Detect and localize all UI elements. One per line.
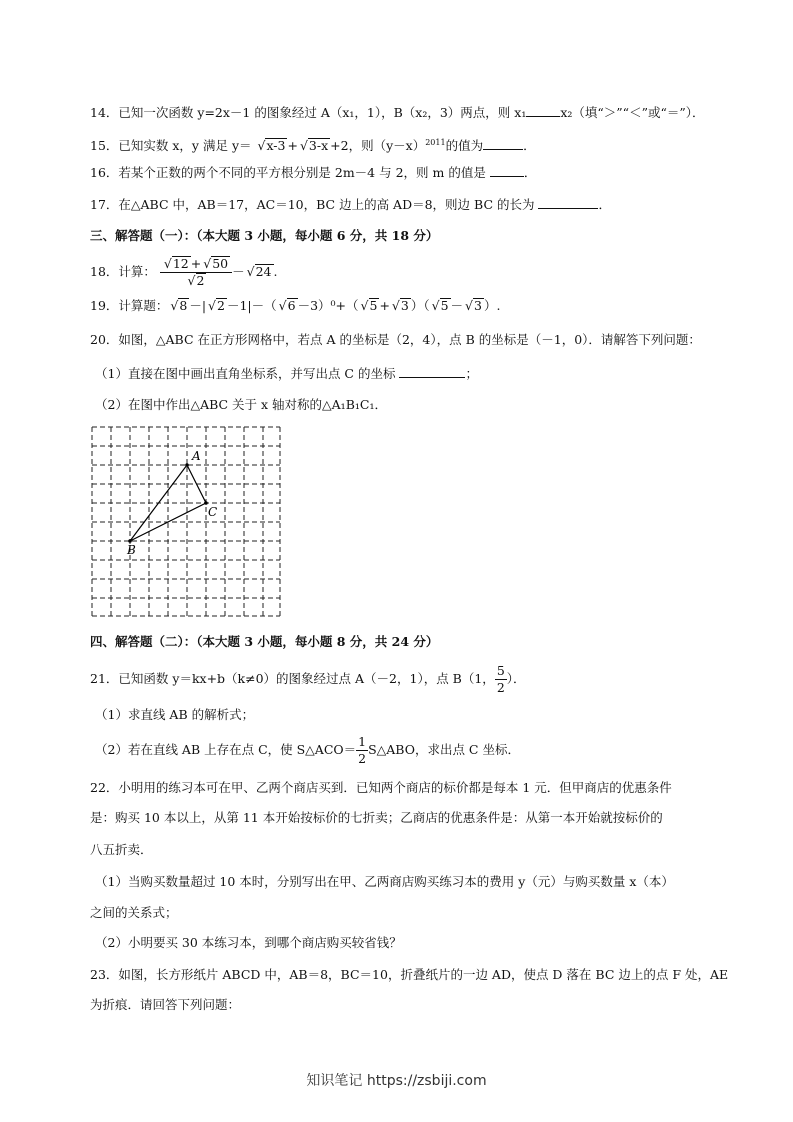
question-15 bbox=[90, 133, 733, 156]
q17-end: ． bbox=[598, 197, 611, 212]
sqrt-expr bbox=[211, 256, 230, 271]
fraction-numerator: 1 bbox=[358, 734, 367, 749]
sqrt-expr bbox=[255, 264, 274, 279]
radicand: 3 bbox=[474, 298, 482, 313]
radicand: 6 bbox=[287, 298, 296, 313]
answer-blank bbox=[538, 196, 598, 209]
fraction-numerator: 5 bbox=[496, 663, 505, 678]
fraction bbox=[495, 663, 507, 696]
fraction-denominator bbox=[160, 273, 232, 289]
exponent: 2011 bbox=[425, 138, 446, 147]
label-c: C bbox=[208, 505, 218, 519]
question-19 bbox=[90, 296, 733, 316]
label-b: B bbox=[127, 543, 136, 557]
radicand: 2 bbox=[217, 298, 225, 313]
q18-head: 18．计算： bbox=[90, 264, 156, 279]
question-22-line-2: 是：购买 10 本以上，从第 11 本开始按标价的七折卖；乙商店的优惠条件是：从第一本开始就按标价的 bbox=[90, 810, 663, 825]
q17-text: 17．在△ABC 中，AB＝17，AC＝10，BC 边上的高 AD＝8，则边 BC 的长为 bbox=[90, 197, 535, 212]
sqrt-expr bbox=[287, 298, 298, 313]
q20-p1-end: ； bbox=[465, 366, 478, 381]
q15-end: ． bbox=[523, 138, 536, 154]
sqrt-expr bbox=[172, 256, 191, 271]
question-23-line-1: 23．如图，长方形纸片 ABCD 中，AB＝8，BC＝10，折叠纸片的一边 AD，使点 D 落在 BC 边上的点 F 处，AE bbox=[90, 967, 729, 982]
question-21 bbox=[90, 662, 733, 696]
question-22-line-3: 八五折卖． bbox=[90, 842, 153, 857]
sqrt-expr bbox=[440, 298, 451, 313]
q21-p2-tail: S△ABO，求出点 C 坐标． bbox=[368, 742, 520, 757]
question-17 bbox=[90, 195, 733, 215]
question-21-part-2 bbox=[95, 733, 733, 767]
sqrt-expr bbox=[265, 138, 287, 153]
text-part: －3）⁰+（ bbox=[297, 298, 359, 313]
minus-sign: － bbox=[232, 264, 245, 279]
text-part: －| bbox=[189, 298, 207, 313]
question-16 bbox=[90, 163, 733, 183]
radicand: 5 bbox=[440, 298, 449, 313]
answer-blank bbox=[399, 365, 465, 378]
footer-watermark: 知识笔记 https://zsbiji.com bbox=[306, 1073, 487, 1089]
sqrt-expr bbox=[178, 298, 189, 313]
radicand: 24 bbox=[255, 264, 272, 279]
question-21-part-1: （1）求直线 AB 的解析式； bbox=[95, 707, 255, 722]
radicand: 5 bbox=[369, 298, 378, 313]
question-23-line-2: 为折痕．请回答下列问题： bbox=[90, 997, 241, 1012]
q21-p2-head: （2）若在直线 AB 上存在点 C，使 S△ACO＝ bbox=[95, 742, 357, 757]
q21-tail: ）． bbox=[506, 671, 526, 686]
question-22-part-1-cont: 之间的关系式； bbox=[90, 905, 178, 920]
q16-text: 16．若某个正数的两个不同的平方根分别是 2m－4 与 2，则 m 的值是 bbox=[90, 165, 486, 180]
q15-tail: 的值为 bbox=[445, 138, 484, 154]
fraction-numerator bbox=[160, 256, 232, 273]
grid-lines bbox=[92, 427, 280, 616]
text-part: ）. bbox=[483, 298, 501, 313]
q19-head: 19．计算题： bbox=[90, 298, 169, 313]
text-part: －1|－（ bbox=[226, 298, 277, 313]
q18-end: . bbox=[273, 264, 278, 279]
plus-sign: + bbox=[287, 138, 298, 154]
q14-text: 14．已知一次函数 y=2x－1 的图象经过 A（x₁，1），B（x₂，3）两点，则 x₁ bbox=[90, 105, 527, 120]
radicand: 8 bbox=[179, 298, 188, 313]
question-22-part-1: （1）当购买数量超过 10 本时，分别写出在甲、乙两商店购买练习本的费用 y（元）与购买数量 x（本） bbox=[95, 874, 674, 889]
sqrt-expr bbox=[196, 273, 207, 288]
question-20: 20．如图，△ABC 在正方形网格中，若点 A 的坐标是（2，4），点 B 的坐标是（－1，0）．请解答下列问题： bbox=[90, 332, 701, 347]
text-part: － bbox=[450, 298, 464, 313]
answer-blank bbox=[483, 137, 523, 150]
plus-sign: + bbox=[190, 256, 202, 271]
square-grid-figure bbox=[90, 425, 282, 619]
radicand: 2 bbox=[196, 273, 205, 288]
text-part: + bbox=[379, 298, 390, 313]
fraction bbox=[160, 256, 232, 289]
question-18 bbox=[90, 255, 733, 289]
point-a bbox=[185, 463, 189, 467]
section-4-heading: 四、解答题（二）：（本大题 3 小题，每小题 8 分，共 24 分） bbox=[90, 634, 439, 649]
sqrt-expr bbox=[400, 298, 411, 313]
q16-end: ． bbox=[523, 165, 537, 180]
question-20-part-2: （2）在图中作出△ABC 关于 x 轴对称的△A₁B₁C₁． bbox=[95, 397, 387, 412]
sqrt-expr bbox=[308, 138, 330, 153]
fraction-denominator: 2 bbox=[496, 680, 505, 695]
question-14 bbox=[90, 103, 733, 123]
radicand: 3-x bbox=[308, 138, 329, 154]
radicand: 3 bbox=[400, 298, 409, 313]
question-22-part-2: （2）小明要买 30 本练习本，到哪个商店购买较省钱？ bbox=[95, 935, 402, 950]
q15-head: 15．已知实数 x，y 满足 y＝ bbox=[90, 138, 252, 154]
text-part: ）（ bbox=[410, 298, 430, 313]
fraction-denominator: 2 bbox=[358, 751, 367, 766]
radicand: 50 bbox=[212, 256, 229, 271]
answer-blank bbox=[526, 104, 560, 117]
radicand: 12 bbox=[172, 256, 189, 271]
sqrt-expr bbox=[369, 298, 380, 313]
question-20-part-1 bbox=[95, 364, 733, 384]
q15-mid: +2，则（y－x） bbox=[330, 138, 426, 154]
q14-tail: x₂（填“＞”“＜”或“＝”）． bbox=[560, 105, 705, 120]
fraction bbox=[356, 734, 368, 767]
q21-head: 21．已知函数 y＝kx+b（k≠0）的图象经过点 A（－2，1），点 B（1， bbox=[90, 671, 495, 686]
q20-p1-text: （1）直接在图中画出直角坐标系，并写出点 C 的坐标 bbox=[95, 366, 396, 381]
section-3-heading: 三、解答题（一）：（本大题 3 小题，每小题 6 分，共 18 分） bbox=[90, 228, 439, 243]
sqrt-expr bbox=[473, 298, 484, 313]
label-a: A bbox=[192, 449, 201, 463]
answer-blank bbox=[490, 164, 524, 177]
sqrt-expr bbox=[216, 298, 227, 313]
question-22-line-1: 22．小明用的练习本可在甲、乙两个商店买到．已知两个商店的标价都是每本 1 元．但甲商店的优惠条件 bbox=[90, 780, 672, 795]
radicand: x-3 bbox=[266, 138, 286, 154]
